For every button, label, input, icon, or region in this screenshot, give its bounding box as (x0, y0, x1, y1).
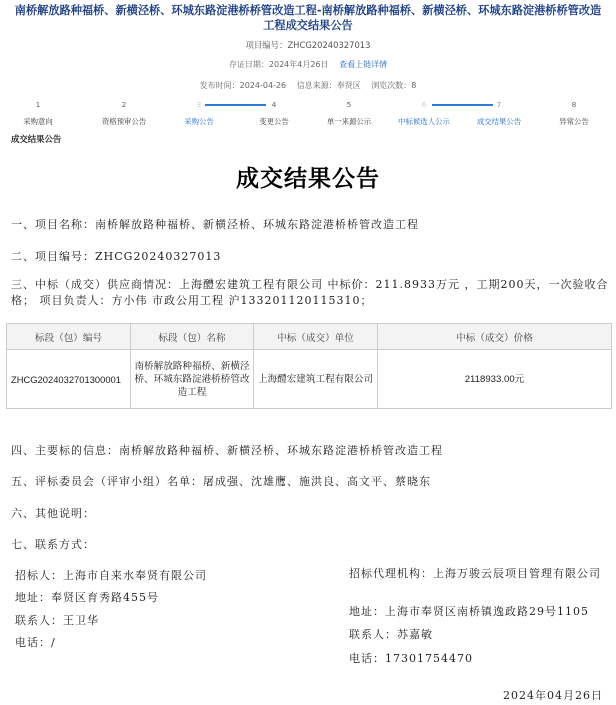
step-candidate-notice[interactable] (386, 99, 462, 127)
step-number: 8 (571, 100, 577, 109)
item-committee: 五、评标委员会（评审小组）名单：屠成强、沈雄鹰、施洪良、高文平、蔡晓东 (11, 475, 431, 488)
table-cell: ZHCG2024032701300001 (7, 350, 131, 409)
item-project-number: 二、项目编号：ZHCG20240327013 (11, 250, 222, 263)
step-label: 采购意向 (23, 117, 53, 126)
item-supplier-info: 三、中标（成交）供应商情况：上海醴宏建筑工程有限公司 中标价：211.8933万元 ，工期200天，一次验收合格； 项目负责人：方小伟 市政公用工程 沪133201120115310； (11, 278, 609, 307)
step-procurement-intention[interactable] (0, 99, 76, 127)
table-header-cell: 标段（包）编号 (7, 324, 131, 350)
step-change-notice[interactable] (236, 99, 312, 127)
chain-details-link[interactable]: 查看上链详情 (339, 60, 388, 69)
step-number: 1 (35, 100, 41, 109)
table-header-row (7, 324, 612, 350)
step-label: 异常公告 (559, 117, 589, 126)
step-number: 4 (271, 100, 277, 109)
step-result-notice[interactable] (461, 99, 537, 127)
step-number: 7 (496, 100, 502, 109)
step-procurement-notice[interactable] (161, 99, 237, 127)
agency-phone: 电话：17301754470 (349, 652, 473, 665)
evidence-row (0, 59, 616, 70)
table-header-cell: 中标（成交）单位 (254, 324, 378, 350)
step-label: 资格预审公告 (101, 117, 147, 126)
section-label: 成交结果公告 (11, 134, 62, 144)
table-cell: 南桥解放路种福桥、新横泾桥、环城东路淀港桥桥管改造工程 (131, 350, 254, 409)
project-number-row (0, 39, 616, 51)
table-row (7, 350, 612, 409)
result-table (6, 323, 612, 409)
item-project-name: 一、项目名称：南桥解放路种福桥、新横泾桥、环城东路淀港桥桥管改造工程 (11, 218, 419, 231)
procurement-progress-steps (0, 99, 616, 135)
step-abnormal-notice[interactable] (536, 99, 612, 127)
item-main-subject: 四、主要标的信息：南桥解放路种福桥、新横泾桥、环城东路淀港桥桥管改造工程 (11, 444, 443, 457)
agency-name: 招标代理机构：上海万骏云辰项目管理有限公司 (349, 567, 601, 580)
step-number: 3 (196, 100, 202, 109)
tenderer-phone: 电话：/ (15, 636, 56, 649)
step-prequalification[interactable] (86, 99, 162, 127)
document-heading: 成交结果公告 (236, 166, 380, 192)
evidence-date: 存证日期：2024年4月26日 (228, 60, 329, 69)
step-number: 6 (421, 100, 427, 109)
notice-date: 2024年04月26日 (503, 689, 603, 702)
tenderer-address: 地址：奉贤区育秀路455号 (15, 591, 159, 604)
item-other-notes: 六、其他说明： (11, 507, 95, 520)
step-label: 成交结果公告 (476, 117, 522, 126)
project-number-value: ZHCG20240327013 (287, 40, 371, 50)
publish-time: 发布时间：2024-04-26 (199, 81, 287, 90)
table-header-cell: 中标（成交）价格 (378, 324, 612, 350)
step-single-source[interactable] (311, 99, 387, 127)
tenderer-contact: 联系人：王卫华 (15, 614, 99, 627)
agency-address: 地址：上海市奉贤区南桥镇逸政路29号1105 (349, 605, 589, 618)
item-contact-heading: 七、联系方式： (11, 538, 95, 551)
step-label: 单一来源公示 (326, 117, 372, 126)
step-label: 采购公告 (184, 117, 214, 126)
notice-title: 南桥解放路种福桥、新横泾桥、环城东路淀港桥桥管改造工程-南桥解放路种福桥、新横泾桥、环城东路淀港桥桥管改造工程成交结果公告 (14, 4, 602, 32)
table-header-cell: 标段（包）名称 (131, 324, 254, 350)
publish-info-row (0, 80, 616, 91)
info-source: 信息来源：奉贤区 (296, 81, 361, 90)
step-number: 2 (121, 100, 127, 109)
agency-contact: 联系人：苏嘉敏 (349, 628, 433, 641)
tenderer-name: 招标人：上海市自来水奉贤有限公司 (15, 569, 207, 582)
table-cell: 上海醴宏建筑工程有限公司 (254, 350, 378, 409)
step-label: 中标候选人公示 (398, 117, 450, 126)
project-number-label: 项目编号： (245, 40, 288, 50)
view-count: 浏览次数：8 (371, 81, 417, 90)
step-number: 5 (346, 100, 352, 109)
table-cell: 2118933.00元 (378, 350, 612, 409)
step-label: 变更公告 (259, 117, 289, 126)
